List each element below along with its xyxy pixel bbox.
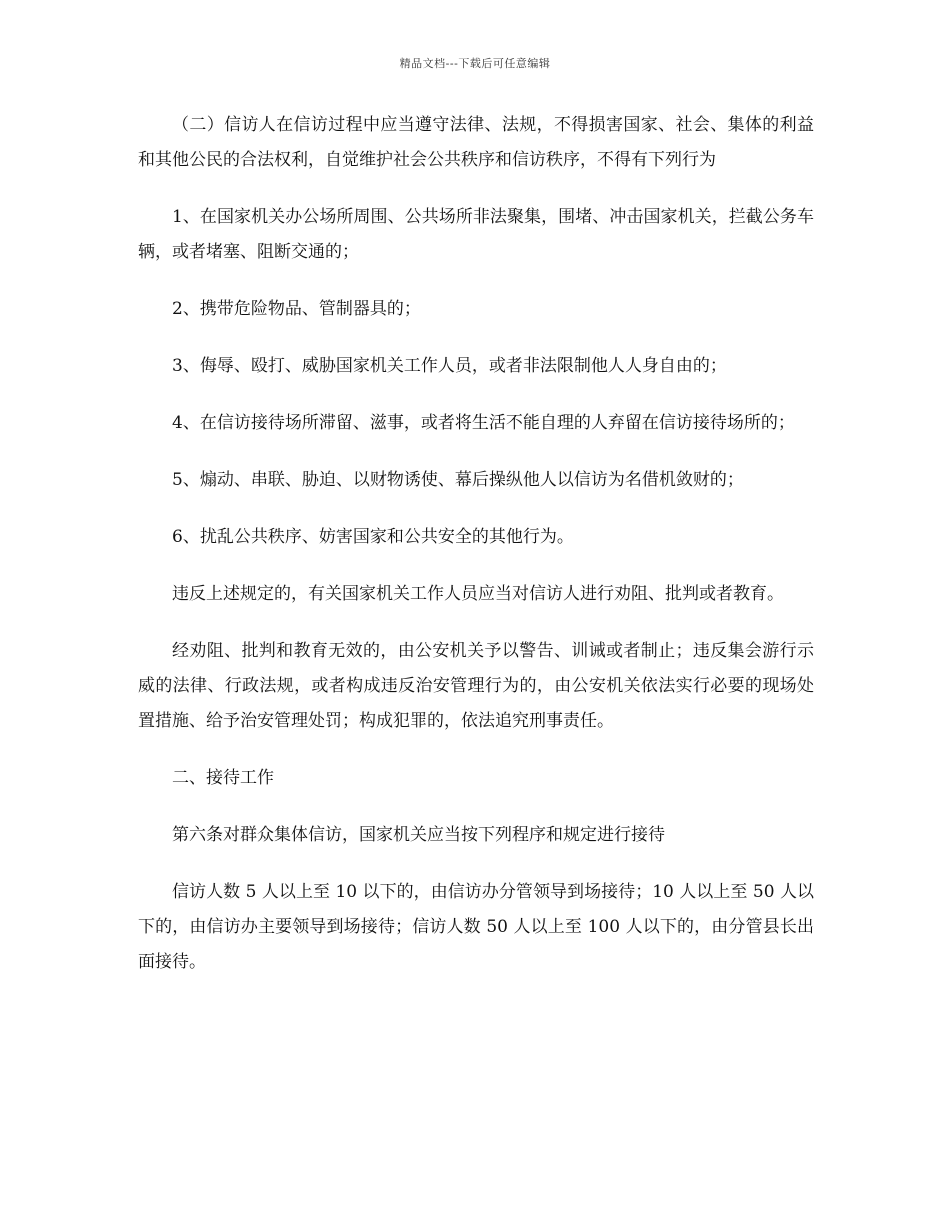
list-item-5: 5、煽动、串联、胁迫、以财物诱使、幕后操纵他人以信访为名借机敛财的； bbox=[172, 470, 744, 490]
list-item-2: 2、携带危险物品、管制器具的； bbox=[172, 299, 421, 319]
list-item-3: 3、侮辱、殴打、威胁国家机关工作人员，或者非法限制他人人身自由的； bbox=[172, 356, 727, 376]
list-item-6: 6、扰乱公共秩序、妨害国家和公共安全的其他行为。 bbox=[172, 527, 574, 547]
section-heading: 二、接待工作 bbox=[172, 768, 274, 788]
page-header: 精品文档---下载后可任意编辑 bbox=[399, 57, 551, 70]
paragraph-penalty: 经劝阻、批判和教育无效的，由公安机关予以警告、训诫或者制止；违反集会游行示威的法律、行政法规，或者构成违反治安管理行为的，由公安机关依法实行必要的现场处置措施、给予治安管理处罚；构成犯罪的，依法追究刑事责任。 bbox=[138, 641, 814, 731]
document-body bbox=[138, 108, 814, 1002]
paragraph-reception-rules: 信访人数 5 人以上至 10 以下的，由信访办分管领导到场接待；10 人以上至 50 人以下的，由信访办主要领导到场接待；信访人数 50 人以上至 100 人以下的，由分管县长出面接待。 bbox=[138, 882, 814, 972]
paragraph-violation: 违反上述规定的，有关国家机关工作人员应当对信访人进行劝阻、批判或者教育。 bbox=[172, 584, 784, 604]
article-six: 第六条对群众集体信访，国家机关应当按下列程序和规定进行接待 bbox=[172, 825, 665, 845]
list-item-1: 1、在国家机关办公场所周围、公共场所非法聚集，围堵、冲击国家机关，拦截公务车辆，或者堵塞、阻断交通的； bbox=[138, 207, 814, 262]
list-item-4: 4、在信访接待场所滞留、滋事，或者将生活不能自理的人弃留在信访接待场所的； bbox=[172, 413, 795, 433]
paragraph-intro: （二）信访人在信访过程中应当遵守法律、法规，不得损害国家、社会、集体的利益和其他公民的合法权利，自觉维护社会公共秩序和信访秩序，不得有下列行为 bbox=[138, 115, 814, 170]
